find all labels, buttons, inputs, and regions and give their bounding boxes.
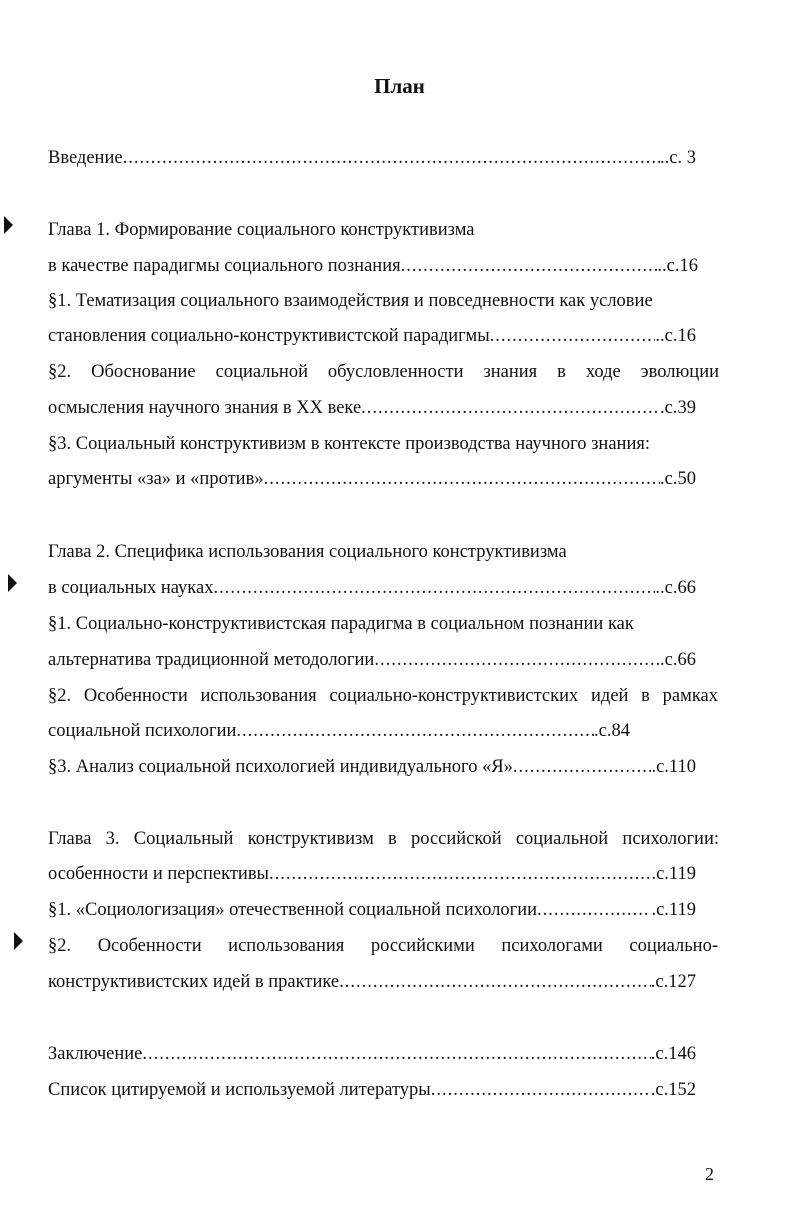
toc-ch1-s1-line1[interactable]: §1. Тематизация социального взаимодействия и повседневности как условие xyxy=(48,291,653,311)
toc-intro-page: ..с. 3 xyxy=(660,148,696,168)
leader-dots xyxy=(123,146,660,170)
toc-conclusion-label: Заключение xyxy=(48,1044,143,1064)
toc-ch3-heading-2[interactable] xyxy=(48,862,696,886)
toc-ch1-s2-line2[interactable] xyxy=(48,396,696,420)
toc-ch2-s3-page: .с.110 xyxy=(651,757,696,777)
toc-ch1-s1-line2[interactable] xyxy=(48,324,696,348)
leader-dots xyxy=(490,324,656,348)
toc-ch2-s1-label: альтернатива традиционной методологии xyxy=(48,650,375,670)
toc-ch2-s1-line2[interactable] xyxy=(48,648,696,672)
toc-ch2-heading-2-label: в социальных науках xyxy=(48,578,214,598)
toc-ch1-s3-line1[interactable]: §3. Социальный конструктивизм в контексте производства научного знания: xyxy=(48,434,650,454)
leader-dots xyxy=(339,970,651,994)
toc-ch1-s1-label: становления социально-конструктивистской парадигмы xyxy=(48,326,490,346)
toc-ch2-s1-line1[interactable]: §1. Социально-конструктивистская парадигма в социальном познании как xyxy=(48,614,634,634)
margin-marker-icon xyxy=(4,216,13,234)
leader-dots xyxy=(361,396,660,420)
toc-ch2-s3-label: §3. Анализ социальной психологией индивидуального «Я» xyxy=(48,757,513,777)
toc-ch2-s3[interactable] xyxy=(48,755,696,779)
toc-ch1-heading-2-label: в качестве парадигмы социального познания xyxy=(48,256,401,276)
margin-marker-icon xyxy=(8,574,17,592)
toc-ch3-s1-label: §1. «Социологизация» отечественной социальной психологии xyxy=(48,900,538,920)
toc-ch1-s2-label: осмысления научного знания в XX веке xyxy=(48,398,362,418)
page-number: 2 xyxy=(705,1164,714,1184)
toc-ch1-heading-2[interactable] xyxy=(48,254,698,278)
toc-ch1-s3-line2[interactable] xyxy=(48,467,696,491)
toc-ch1-s3-label: аргументы «за» и «против» xyxy=(48,469,264,489)
toc-ch3-s2-label: конструктивистских идей в практике xyxy=(48,972,340,992)
toc-intro-label: Введение xyxy=(48,148,123,168)
toc-intro[interactable] xyxy=(48,146,696,170)
toc-references-page: .с.152 xyxy=(650,1080,696,1100)
toc-ch2-s2-label: социальной психологии xyxy=(48,721,237,741)
toc-ch3-heading[interactable]: Глава 3. Социальный конструктивизм в российской социальной психологии: xyxy=(48,829,719,849)
toc-ch2-s2-line1[interactable]: §2. Особенности использования социально-конструктивистских идей в рамках xyxy=(48,686,718,706)
toc-references[interactable] xyxy=(48,1078,696,1102)
toc-ch1-s1-page: ..с.16 xyxy=(655,326,696,346)
leader-dots xyxy=(374,648,660,672)
toc-ch1-s2-page: .с.39 xyxy=(660,398,696,418)
toc-ch1-s2-line1[interactable]: §2. Обоснование социальной обусловленности знания в ходе эволюции xyxy=(48,362,719,382)
toc-ch3-page: .с.119 xyxy=(651,864,696,884)
toc-ch3-heading-2-label: особенности и перспективы xyxy=(48,864,269,884)
toc-ch2-page: ..с.66 xyxy=(655,578,696,598)
toc-ch3-s2-line1[interactable]: §2. Особенности использования российскими психологами социально- xyxy=(48,936,718,956)
leader-dots xyxy=(264,467,660,491)
toc-conclusion-page: .с.146 xyxy=(650,1044,696,1064)
leader-dots xyxy=(537,898,651,922)
toc-ch1-s3-page: .с.50 xyxy=(660,469,696,489)
leader-dots xyxy=(269,862,651,886)
leader-dots xyxy=(142,1042,650,1066)
toc-ch1-heading[interactable]: Глава 1. Формирование социального конструктивизма xyxy=(48,220,475,240)
page-title: План xyxy=(374,74,425,98)
toc-ch3-s1-page: .с.119 xyxy=(651,900,696,920)
toc-ch1-page: ..с.16 xyxy=(657,256,698,276)
toc-ch2-s1-page: .с.66 xyxy=(660,650,696,670)
toc-ch3-s1[interactable] xyxy=(48,898,696,922)
toc-ch3-s2-page: .с.127 xyxy=(650,972,696,992)
toc-ch3-s2-line2[interactable] xyxy=(48,970,696,994)
toc-ch2-heading-2[interactable] xyxy=(48,576,696,600)
toc-ch2-s2-line2[interactable] xyxy=(48,719,630,743)
leader-dots xyxy=(431,1078,651,1102)
leader-dots xyxy=(213,576,655,600)
toc-ch2-heading[interactable]: Глава 2. Специфика использования социального конструктивизма xyxy=(48,542,567,562)
toc-ch2-s2-page: .с.84 xyxy=(594,721,630,741)
toc-references-label: Список цитируемой и используемой литературы xyxy=(48,1080,431,1100)
leader-dots xyxy=(513,755,652,779)
leader-dots xyxy=(236,719,594,743)
leader-dots xyxy=(401,254,658,278)
margin-marker-icon xyxy=(14,932,23,950)
toc-conclusion[interactable] xyxy=(48,1042,696,1066)
